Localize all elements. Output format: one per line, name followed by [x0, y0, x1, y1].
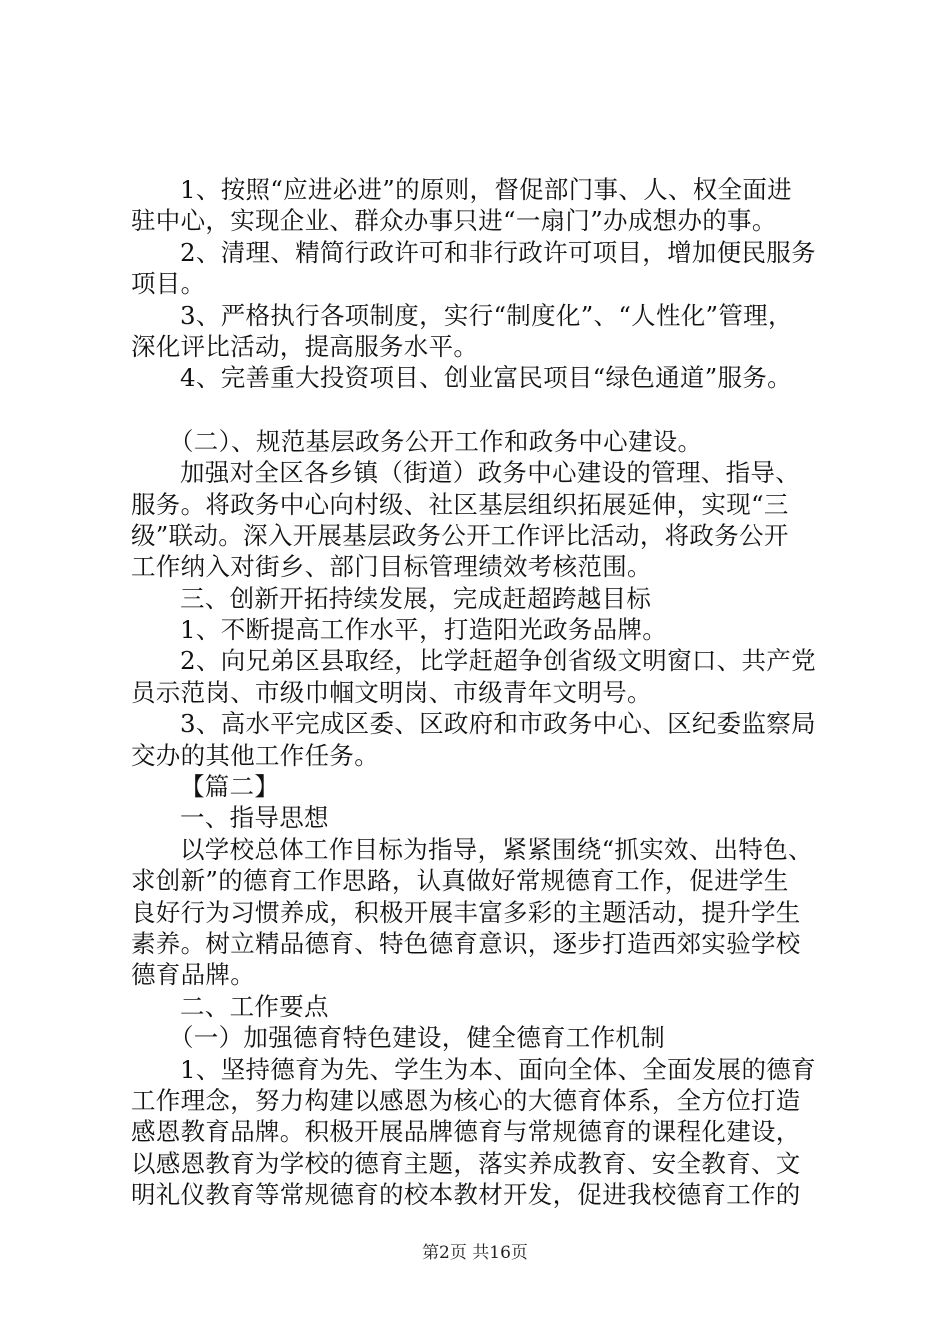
paragraph-line: 求创新”的德育工作思路，认真做好常规德育工作，促进学生 — [131, 866, 789, 896]
paragraph-line: 项目。 — [131, 269, 206, 299]
paragraph-line: 2、向兄弟区县取经，比学赶超争创省级文明窗口、共产党 — [180, 646, 816, 676]
paragraph-line: 德育品牌。 — [131, 960, 255, 990]
paragraph-line: 良好行为习惯养成，积极开展丰富多彩的主题活动，提升学生 — [131, 897, 801, 927]
paragraph-line: 4、完善重大投资项目、创业富民项目“绿色通道”服务。 — [180, 363, 792, 393]
paragraph-line: 加强对全区各乡镇（街道）政务中心建设的管理、指导、 — [180, 458, 800, 488]
section-heading: （一）加强德育特色建设，健全德育工作机制 — [169, 1023, 665, 1053]
paragraph-line: 服务。将政务中心向村级、社区基层组织拓展延伸，实现“三 — [131, 489, 789, 519]
paragraph-line: 1、不断提高工作水平，打造阳光政务品牌。 — [180, 615, 668, 645]
paragraph-line: 3、严格执行各项制度，实行“制度化”、“人性化”管理， — [180, 300, 793, 330]
paragraph-line: 深化评比活动，提高服务水平。 — [131, 331, 479, 361]
paragraph-line: 员示范岗、市级巾帼文明岗、市级青年文明号。 — [131, 677, 652, 707]
section-heading: 一、指导思想 — [180, 803, 329, 833]
page-number-footer: 第2页 共16页 — [422, 1243, 528, 1263]
paragraph-line: 3、高水平完成区委、区政府和市政务中心、区纪委监察局 — [180, 709, 816, 739]
section-heading: （二）、规范基层政务公开工作和政务中心建设。 — [169, 426, 703, 456]
paragraph-line: 级”联动。深入开展基层政务公开工作评比活动，将政务公开 — [131, 520, 789, 550]
paragraph-line: 1、坚持德育为先、学生为本、面向全体、全面发展的德育 — [180, 1054, 816, 1084]
paragraph-line: 工作理念，努力构建以感恩为核心的大德育体系，全方位打造 — [131, 1085, 801, 1115]
paragraph-line: 素养。树立精品德育、特色德育意识，逐步打造西郊实验学校 — [131, 928, 801, 958]
paragraph-line: 以学校总体工作目标为指导，紧紧围绕“抓实效、出特色、 — [180, 834, 813, 864]
paragraph-line: 感恩教育品牌。积极开展品牌德育与常规德育的课程化建设， — [131, 1117, 801, 1147]
paragraph-line: 工作纳入对街乡、部门目标管理绩效考核范围。 — [131, 552, 652, 582]
paragraph-line: 以感恩教育为学校的德育主题，落实养成教育、安全教育、文 — [131, 1148, 801, 1178]
section-heading: 二、工作要点 — [180, 991, 329, 1021]
paragraph-line: 1、按照“应进必进”的原则，督促部门事、人、权全面进 — [180, 175, 792, 204]
paragraph-line: 交办的其他工作任务。 — [131, 740, 379, 770]
paragraph-line: 驻中心，实现企业、群众办事只进“一扇门”办成想办的事。 — [131, 206, 777, 236]
paragraph-line: 明礼仪教育等常规德育的校本教材开发，促进我校德育工作的 — [131, 1180, 801, 1210]
paragraph-line: 2、清理、精简行政许可和非行政许可项目，增加便民服务 — [180, 237, 816, 267]
article-heading: 【篇二】 — [180, 772, 280, 802]
document-body — [131, 174, 831, 1211]
section-heading: 三、创新开拓持续发展，完成赶超跨越目标 — [180, 583, 652, 613]
paragraph-gap — [131, 394, 831, 426]
